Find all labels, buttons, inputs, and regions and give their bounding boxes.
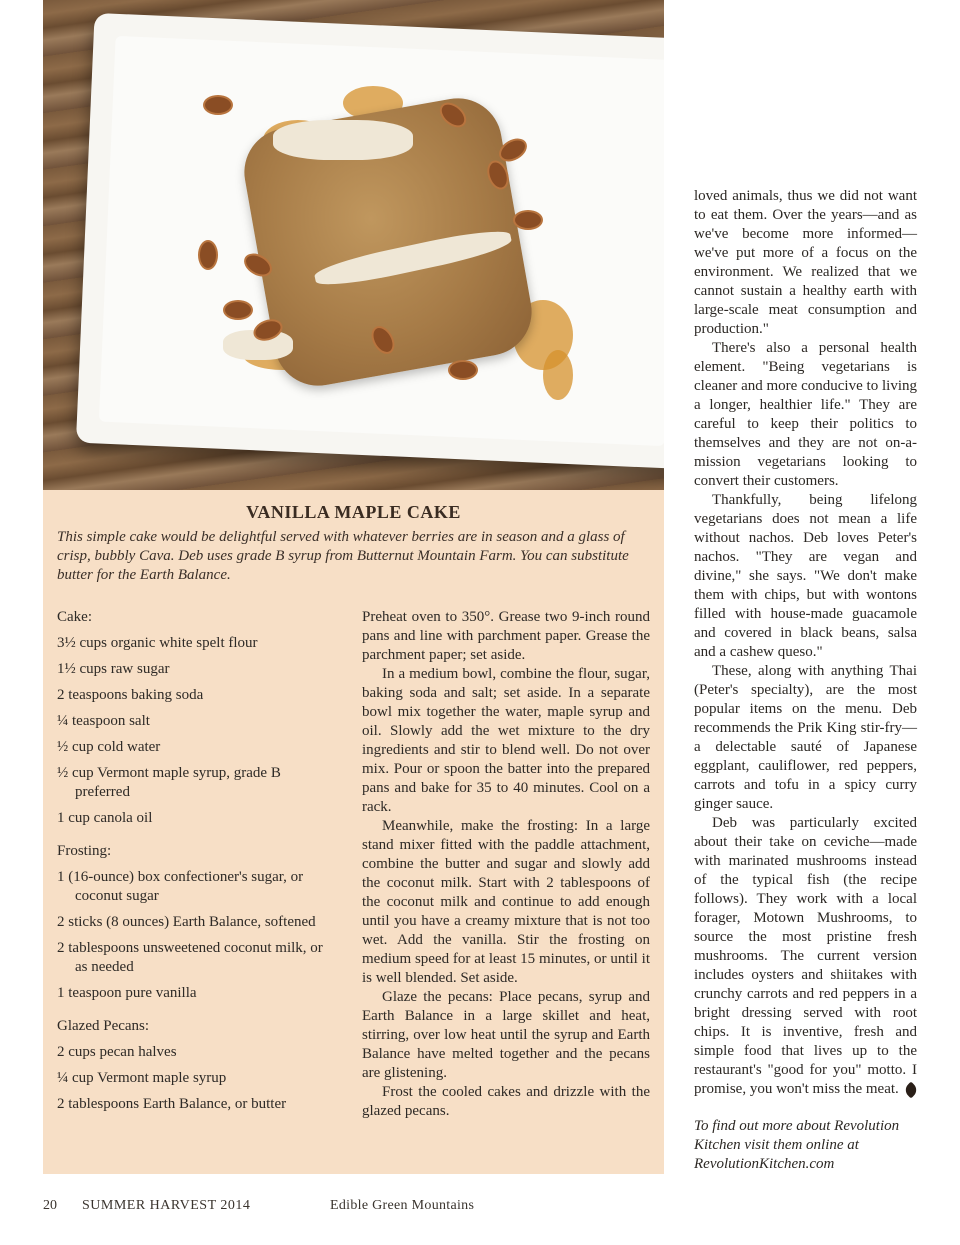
ingredient-item: 2 teaspoons baking soda [57, 687, 204, 703]
direction-step: Meanwhile, make the frosting: In a large stand mixer fitted with the paddle attachment, combine the butter and sugar and slowly add the coconut milk. Start with 2 tablespoons of the coconut milk and continue to add enough until you have a creamy mixture that is not too wet. Add the vanilla. Stir the frosting on medium speed for at least 15 minutes, or until it is well blended. Set aside. [362, 818, 650, 986]
ingredients-list [57, 608, 337, 1121]
direction-step: Preheat oven to 350°. Grease two 9-inch round pans and line with parchment paper. Grease the parchment paper; set aside. [362, 609, 650, 663]
ingredient-item: ½ cup cold water [57, 739, 161, 755]
leaf-icon [902, 1081, 919, 1098]
ingredient-item: 1 (16-ounce) box confectioner's sugar, or coconut sugar [57, 869, 304, 904]
ingredient-item: 1 teaspoon pure vanilla [57, 985, 197, 1001]
ingredient-item: 3½ cups organic white spelt flour [57, 635, 258, 651]
ingredient-item: 2 tablespoons Earth Balance, or butter [57, 1096, 287, 1112]
recipe-title: VANILLA MAPLE CAKE [246, 502, 461, 522]
direction-step: In a medium bowl, combine the flour, sugar, baking soda and salt; set aside. In a separate bowl mix together the water, maple syrup and oil. Slowly add the wet mixture to the dry ingredients and stir to blend well. Do not over mix. Pour or spoon the batter into the prepared pans and bake for 35 to 40 minutes. Cool on a rack. [362, 666, 650, 815]
article-paragraph-last [694, 814, 917, 1099]
article-paragraph: loved animals, thus we did not want to eat them. Over the years—and as we've become more informed—we've put more of a focus on the environment. We realized that we cannot sustain a healthy earth with large-scale meat consumption and production." [694, 188, 917, 337]
ingredient-item: 2 tablespoons unsweetened coconut milk, or as needed [57, 940, 323, 975]
ingredient-item: 1½ cups raw sugar [57, 661, 170, 677]
magazine-name: Edible Green Mountains [330, 1198, 475, 1213]
ingredient-group-heading: Cake: [57, 609, 92, 625]
article-paragraph: These, along with anything Thai (Peter's specialty), are the most popular items on the menu. Deb recommends the Prik King stir-fry—a delectable sauté of Japanese eggplant, cauliflower, red peppers, carrots and tofu in a spicy curry ginger sauce. [694, 663, 917, 812]
article-paragraph: There's also a personal health element. "Being vegetarians is cleaner and more conducive to living a longer, healthier life." They are careful to keep their politics to themselves and they are not on-a-mission vegetarians looking to convert their customers. [694, 340, 917, 489]
direction-step: Glaze the pecans: Place pecans, syrup and Earth Balance in a large skillet and heat, stirring, over low heat until the syrup and Earth Balance have melted together and the pecans are glistening. [362, 989, 650, 1081]
recipe-intro: This simple cake would be delightful served with whatever berries are in season and a glass of crisp, bubbly Cava. Deb uses grade B syrup from Butternut Mountain Farm. You can substitute butter for the Earth Balance. [57, 529, 629, 583]
ingredient-item: 2 sticks (8 ounces) Earth Balance, softened [57, 914, 316, 930]
ingredient-item: ¼ teaspoon salt [57, 713, 150, 729]
recipe-panel [43, 490, 664, 1174]
ingredient-group-heading: Glazed Pecans: [57, 1018, 150, 1034]
article-column [694, 187, 917, 1099]
ingredient-item: 1 cup canola oil [57, 810, 153, 826]
page-number: 20 [43, 1198, 57, 1213]
directions [362, 608, 650, 1121]
article-paragraph: Thankfully, being lifelong vegetarians does not mean a life without nachos. Deb loves Peter's nachos. "They are vegan and divine," she says. "We don't make them with chips, but with wontons filled with house-made guacamole and covered in black beans, salsa and a cashew queso." [694, 492, 917, 660]
ingredient-item: 2 cups pecan halves [57, 1044, 177, 1060]
cake-photo [43, 0, 664, 490]
issue-name: SUMMER HARVEST 2014 [82, 1198, 251, 1213]
article-paragraph: Deb was particularly excited about their take on ceviche—made with marinated mushrooms instead of the typical fish (the recipe follows). They work with a local forager, Motown Mushrooms, to source the most pristine fresh mushrooms. The current version includes oysters and shiitakes with crunchy carrots and red peppers in a bright dressing served with root chips. It is inventive, fresh and simple food that lives up to the restaurant's "good for you" motto. I promise, you won't miss the meat. [694, 815, 917, 1097]
direction-step: Frost the cooled cakes and drizzle with the glazed pecans. [362, 1084, 650, 1119]
ingredient-item: ½ cup Vermont maple syrup, grade B preferred [57, 765, 281, 800]
ingredient-group-heading: Frosting: [57, 843, 112, 859]
more-info: To find out more about Revolution Kitchen visit them online at RevolutionKitchen.com [694, 1118, 900, 1172]
ingredient-item: ¼ cup Vermont maple syrup [57, 1070, 227, 1086]
